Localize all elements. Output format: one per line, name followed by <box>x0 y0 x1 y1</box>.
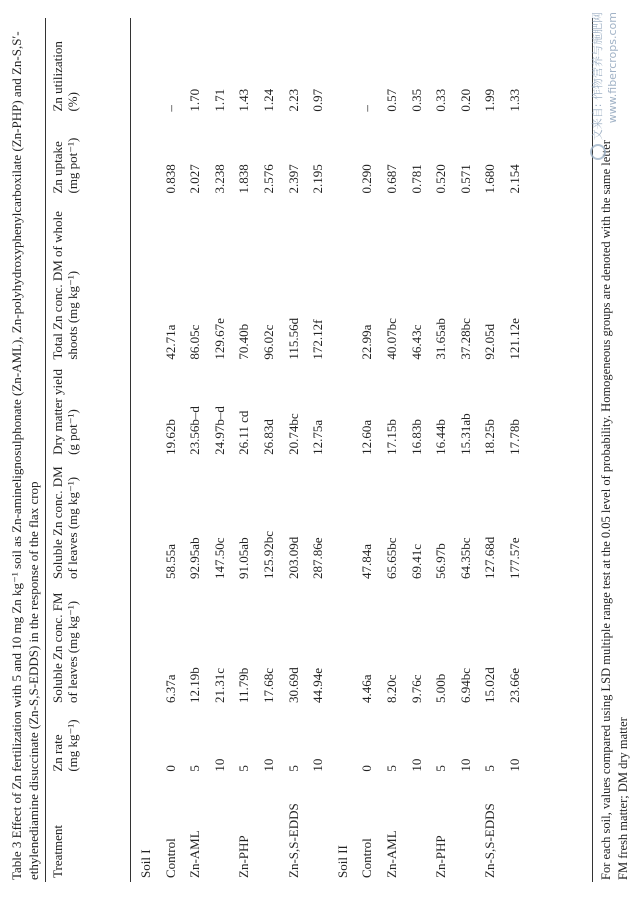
header-soluble-dm: Soluble Zn conc. DM of leaves (mg kg⁻¹) <box>50 466 80 579</box>
cell-uptake: 1.838 <box>236 164 252 194</box>
cell-total: 92.05d <box>482 323 498 360</box>
table-row <box>478 18 503 882</box>
cell-dm: 91.05ab <box>236 537 252 579</box>
cell-treatment <box>306 776 331 882</box>
cell-rate: 10 <box>408 758 424 772</box>
cell-total: 42.71a <box>162 324 178 360</box>
cell-fm: 5.00b <box>433 673 449 703</box>
cell-uptake: 2.195 <box>310 164 326 194</box>
cell-util: 1.71 <box>211 88 227 112</box>
cell-uptake: 0.687 <box>383 164 399 194</box>
cell-yield: 23.56b–d <box>187 406 203 455</box>
cell-dm: 127.68d <box>482 536 498 579</box>
cell-yield: 12.75a <box>310 419 326 455</box>
cell-total: 115.56d <box>285 317 301 360</box>
cell-total: 96.02c <box>260 324 276 360</box>
cell-rate: 5 <box>187 765 203 772</box>
cell-fm: 9.76c <box>408 674 424 703</box>
table-row <box>306 18 331 882</box>
data-table <box>134 18 528 882</box>
watermark-logo-icon <box>590 144 606 160</box>
footnote-abbreviations: FM fresh matter; DM dry matter <box>616 717 630 880</box>
cell-rate: 10 <box>211 758 227 772</box>
cell-treatment: Zn-PHP <box>236 835 252 878</box>
cell-rate: 10 <box>457 758 473 772</box>
cell-uptake: 0.838 <box>162 164 178 194</box>
cell-treatment: Zn-S,S-EDDS <box>285 803 301 878</box>
cell-uptake: 2.027 <box>187 164 203 194</box>
table-caption: Table 3 Effect of Zn fertilization with 5 and 10 mg Zn kg⁻¹ soil as Zn-aminelignosulphonate (Zn-AML), Zn-polyhydroxyphenylcarboxilate (Zn-PHP) and Zn-S,S′-ethylenediamine disuccinate (Zn-S,S-EDDS) in the response of the flax crop <box>9 31 41 880</box>
cell-total: 86.05c <box>187 324 203 360</box>
table-row <box>503 18 528 882</box>
header-row <box>50 18 128 882</box>
cell-rate: 0 <box>359 765 375 772</box>
cell-uptake: 2.154 <box>506 164 522 194</box>
top-rule <box>45 18 46 882</box>
table-row <box>232 18 257 882</box>
cell-rate: 10 <box>260 758 276 772</box>
cell-treatment <box>208 776 233 882</box>
cell-treatment <box>454 776 479 882</box>
cell-dm: 58.55a <box>162 543 178 579</box>
cell-util: 0.33 <box>433 88 449 112</box>
cell-util: 1.99 <box>482 88 498 112</box>
cell-treatment <box>503 776 528 882</box>
cell-fm: 44.94e <box>310 667 326 703</box>
cell-dm: 47.84a <box>359 543 375 579</box>
cell-dm: 69.41c <box>408 543 424 579</box>
cell-dm: 65.65bc <box>383 537 399 579</box>
cell-dm: 203.09d <box>285 536 301 579</box>
cell-dm: 56.97b <box>433 543 449 579</box>
cell-treatment <box>405 776 430 882</box>
cell-total: 129.67e <box>211 318 227 360</box>
header-treatment: Treatment <box>50 825 65 878</box>
cell-uptake: 2.576 <box>260 164 276 194</box>
cell-uptake: 0.520 <box>433 164 449 194</box>
header-zn-rate: Zn rate (mg kg⁻¹) <box>50 719 80 772</box>
cell-rate: 5 <box>482 765 498 772</box>
cell-yield: 20.74bc <box>285 413 301 455</box>
cell-rate: 5 <box>383 765 399 772</box>
cell-fm: 30.69d <box>285 667 301 703</box>
watermark <box>590 12 620 232</box>
cell-util: 1.33 <box>506 88 522 112</box>
cell-rate: 10 <box>506 758 522 772</box>
cell-uptake: 0.781 <box>408 164 424 194</box>
table-row <box>257 18 282 882</box>
cell-util: 1.70 <box>187 88 203 112</box>
cell-total: 31.65ab <box>433 318 449 360</box>
cell-uptake: 2.397 <box>285 164 301 194</box>
table-row <box>208 18 233 882</box>
cell-uptake: 3.238 <box>211 164 227 194</box>
header-soluble-fm: Soluble Zn conc. FM of leaves (mg kg⁻¹) <box>50 592 80 703</box>
cell-fm: 15.02d <box>482 667 498 703</box>
cell-util: 0.97 <box>310 88 326 112</box>
table-body <box>134 18 528 882</box>
header-dry-matter-yield: Dry matter yield (g pot⁻¹) <box>50 368 80 455</box>
footnote-lsd: For each soil, values compared using LSD multiple range test at the 0.05 level of probability. Homogeneous groups are denoted with the same letter <box>599 140 613 880</box>
cell-yield: 18.25b <box>482 419 498 455</box>
cell-util: 0.35 <box>408 88 424 112</box>
cell-treatment: Zn-AML <box>383 830 399 878</box>
cell-fm: 6.94bc <box>457 667 473 703</box>
header-total-zn: Total Zn conc. DM of whole shoots (mg kg⁻¹) <box>50 211 80 360</box>
cell-fm: 21.31c <box>211 667 227 703</box>
table-row <box>405 18 430 882</box>
cell-yield: 16.44b <box>433 419 449 455</box>
soil-section-label: Soil I <box>138 849 153 878</box>
cell-treatment: Control <box>359 838 375 878</box>
cell-dm: 64.35bc <box>457 537 473 579</box>
cell-total: 70.40b <box>236 323 252 360</box>
cell-uptake: 0.571 <box>457 164 473 194</box>
cell-rate: 5 <box>236 765 252 772</box>
header-zn-uptake: Zn uptake (mg pot⁻¹) <box>50 137 80 194</box>
cell-fm: 12.19b <box>187 667 203 703</box>
cell-fm: 4.46a <box>359 674 375 703</box>
cell-fm: 17.68c <box>260 667 276 703</box>
cell-util: 2.23 <box>285 88 301 112</box>
table-row <box>282 18 307 882</box>
cell-yield: 26.83d <box>260 419 276 455</box>
table-row <box>355 18 380 882</box>
cell-treatment: Zn-S,S-EDDS <box>482 803 498 878</box>
table-row <box>429 18 454 882</box>
cell-util: 1.43 <box>236 88 252 112</box>
table-row <box>159 18 184 882</box>
cell-fm: 23.66e <box>506 667 522 703</box>
table-row <box>380 18 405 882</box>
cell-yield: 12.60a <box>359 419 375 455</box>
cell-total: 172.12f <box>310 319 326 360</box>
cell-dm: 177.57e <box>506 537 522 579</box>
cell-treatment <box>257 776 282 882</box>
cell-util: – <box>359 105 375 112</box>
cell-yield: 17.78b <box>506 419 522 455</box>
cell-dm: 92.95ab <box>187 537 203 579</box>
cell-rate: 0 <box>162 765 178 772</box>
cell-fm: 8.20c <box>383 674 399 703</box>
cell-uptake: 1.680 <box>482 164 498 194</box>
table-header <box>50 18 128 882</box>
table-row <box>183 18 208 882</box>
cell-total: 37.28bc <box>457 318 473 360</box>
watermark-text: 文来自: 作物营养与施肥网 www.fibercrops.com <box>591 12 619 141</box>
cell-rate: 5 <box>285 765 301 772</box>
cell-fm: 6.37a <box>162 674 178 703</box>
cell-util: 0.20 <box>457 88 473 112</box>
soil-section-row <box>134 18 159 882</box>
header-rule <box>130 18 131 882</box>
cell-yield: 16.83b <box>408 419 424 455</box>
cell-rate: 10 <box>310 758 326 772</box>
cell-total: 46.43c <box>408 324 424 360</box>
cell-uptake: 0.290 <box>359 164 375 194</box>
cell-total: 40.07bc <box>383 318 399 360</box>
table-row <box>454 18 479 882</box>
header-zn-utilization: Zn utilization (%) <box>50 41 80 112</box>
cell-total: 121.12e <box>506 318 522 360</box>
soil-section-label: Soil II <box>334 845 350 878</box>
cell-fm: 11.79b <box>236 667 252 703</box>
cell-rate: 5 <box>433 765 449 772</box>
cell-util: – <box>162 105 178 112</box>
cell-treatment: Control <box>162 838 178 878</box>
soil-section-row <box>331 18 356 882</box>
cell-dm: 287.86e <box>310 537 326 579</box>
cell-util: 1.24 <box>260 88 276 112</box>
cell-treatment: Zn-PHP <box>433 835 449 878</box>
cell-yield: 15.31ab <box>457 413 473 455</box>
cell-util: 0.57 <box>383 88 399 112</box>
cell-total: 22.99a <box>359 324 375 360</box>
cell-yield: 24.97b–d <box>211 406 227 455</box>
cell-yield: 17.15b <box>383 419 399 455</box>
cell-dm: 147.50c <box>211 537 227 579</box>
cell-yield: 26.11 cd <box>236 410 252 455</box>
cell-treatment: Zn-AML <box>187 830 203 878</box>
cell-dm: 125.92bc <box>260 530 276 579</box>
cell-yield: 19.62b <box>162 419 178 455</box>
